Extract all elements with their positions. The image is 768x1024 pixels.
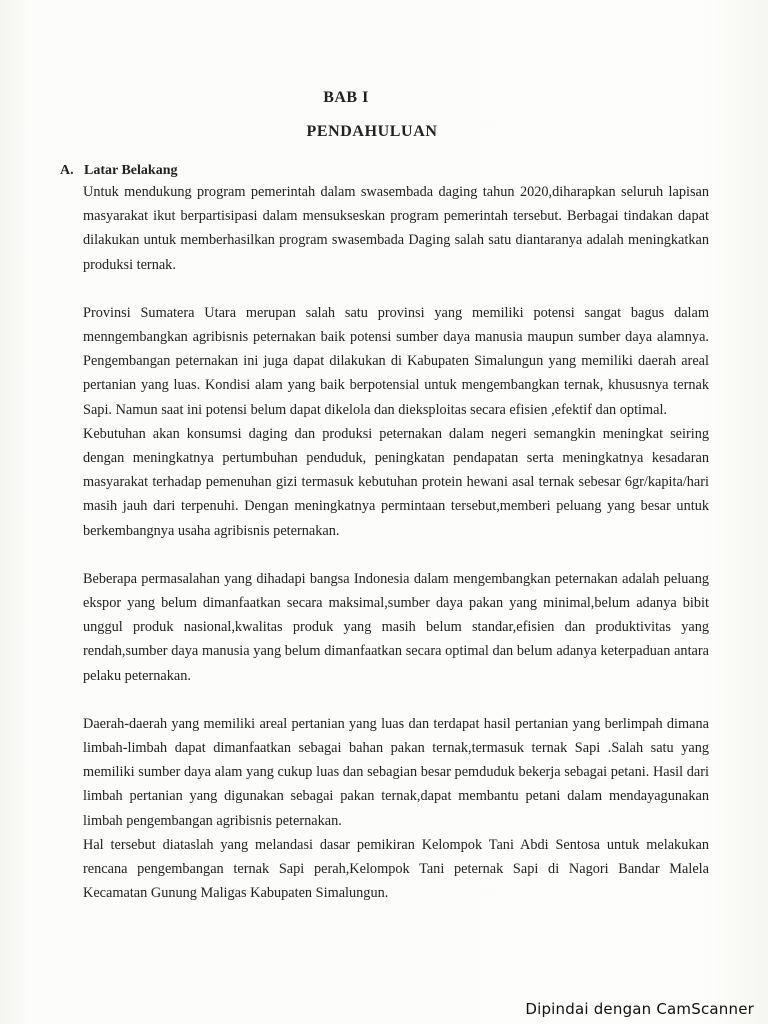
paragraph-problems: Beberapa permasalahan yang dihadapi bangsa Indonesia dalam mengembangkan peternakan adalah peluang ekspor yang belum dimanfaatkan secara maksimal,sumber daya pakan yang minimal,belum adanya bibit unggul produk nasional,kwalitas produk yang masih belum standar,efisien dan produktivitas yang rendah,sumber daya manusia yang belum dimanfaatkan secara optimal dan belum adanya keterpaduan antara pelaku peternakan. bbox=[83, 570, 709, 684]
paragraph-conclusion: Hal tersebut diataslah yang melandasi dasar pemikiran Kelompok Tani Abdi Sentosa untuk melakukan rencana pengembangan ternak Sapi perah,Kelompok Tani peternak Sapi di Nagori Bandar Malela Kecamatan Gunung Maligas Kabupaten Simalungun. bbox=[83, 836, 709, 902]
section-title: Latar Belakang bbox=[84, 163, 178, 178]
paragraph-consumption: Kebutuhan akan konsumsi daging dan produksi peternakan dalam negeri semangkin meningkat seiring dengan meningkatnya pertumbuhan penduduk, peningkatan pendapatan serta meningkatnya kesadaran masyarakat terhadap pemenuhan gizi termasuk kebutuhan protein hewani asal ternak sebesar 6gr/kapita/hari masih jauh dari terpenuhi. Dengan meningkatnya permintaan tersebut,memberi peluang yang besar untuk berkembangnya usaha agribisnis peternakan. bbox=[83, 425, 709, 539]
scanner-watermark: Dipindai dengan CamScanner bbox=[525, 1000, 754, 1018]
chapter-title: PENDAHULUAN bbox=[306, 123, 438, 140]
paragraph-north-sumatra: Provinsi Sumatera Utara merupan salah satu provinsi yang memiliki potensi sangat bagus dalam menngembangkan agribisnis peternakan baik potensi sumber daya manusia maupun sumber daya alamnya. Pengembangan peternakan ini juga dapat dilakukan di Kabupaten Simalungun yang memiliki daerah areal pertanian yang luas. Kondisi alam yang baik berpotensial untuk mengembangkan ternak, khususnya ternak Sapi. Namun saat ini potensi belum dapat dikelola dan dieksploitas secara efisien ,efektif dan optimal. bbox=[83, 304, 709, 418]
document-body bbox=[83, 180, 709, 905]
paragraph-regions: Daerah-daerah yang memiliki areal pertanian yang luas dan terdapat hasil pertanian yang berlimpah dimana limbah-limbah dapat dimanfaatkan sebagai bahan pakan ternak,termasuk ternak Sapi .Salah satu yang memiliki sumber daya alam yang cukup luas dan sebagian besar pemduduk bekerja sebagai petani. Hasil dari limbah pertanian yang digunakan sebagai pakan ternak,dapat membantu petani dalam mendayagunakan limbah pengembangan agribisnis peternakan. bbox=[83, 715, 709, 829]
paragraph-intro: Untuk mendukung program pemerintah dalam swasembada daging tahun 2020,diharapkan seluruh lapisan masyarakat ikut berpartisipasi dalam mensukseskan program pemerintah tersebut. Berbagai tindakan dapat dilakukan untuk memberhasilkan program swasembada Daging salah satu diantaranya adalah meningkatkan produksi ternak. bbox=[83, 184, 709, 273]
chapter-number: BAB I bbox=[323, 89, 369, 106]
section-number: A. bbox=[60, 163, 74, 178]
section-heading bbox=[60, 163, 177, 179]
